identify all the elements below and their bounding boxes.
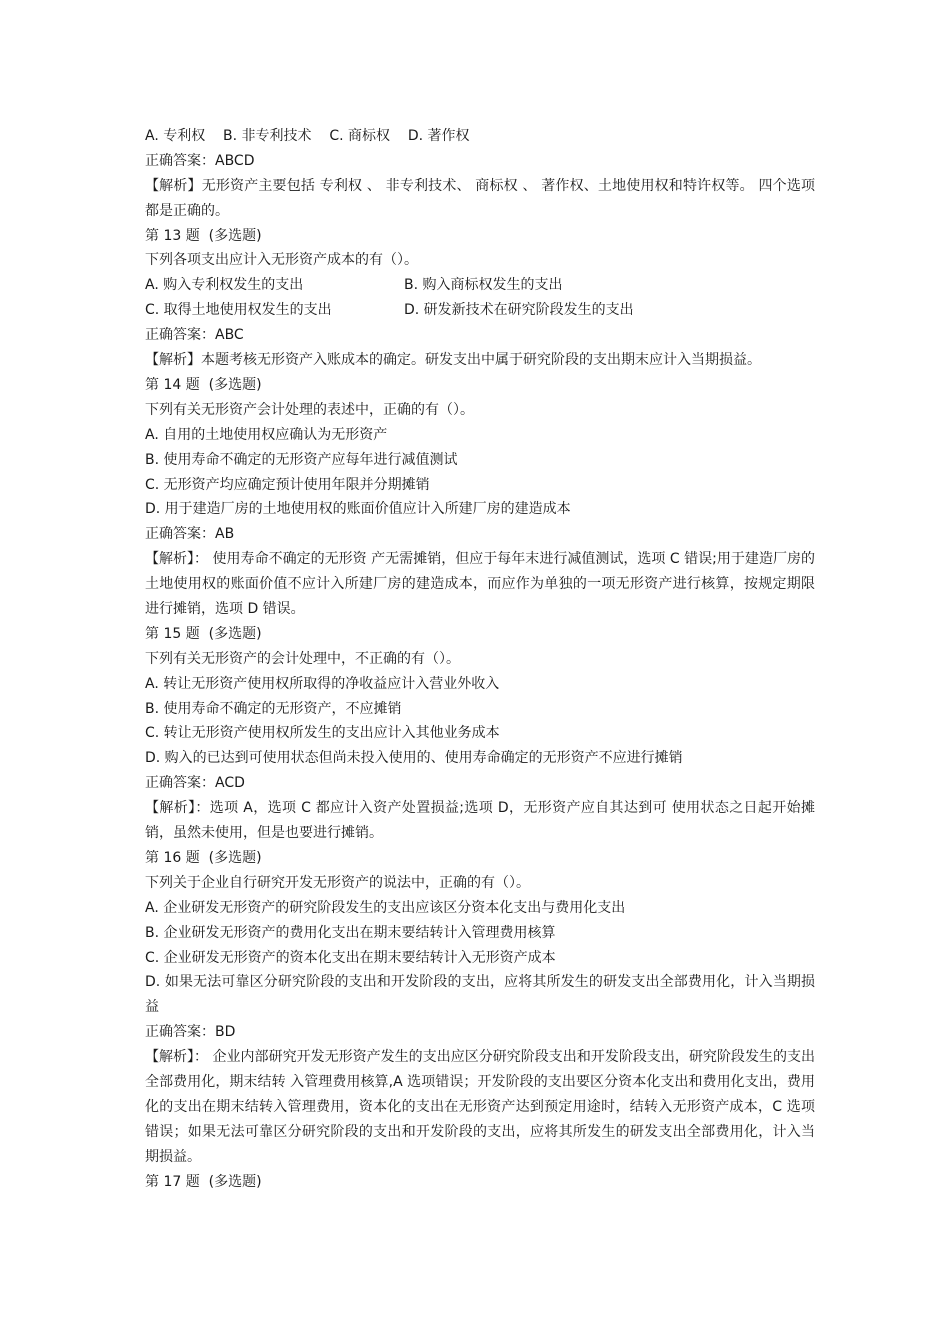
q16-analysis: 【解析】： 企业内部研究开发无形资产发生的支出应区分研究阶段支出和开发阶段支出，研究阶段发生的支出全部费用化，期末结转 入管理费用核算,A 选项错误；开发阶段的支出要区分资本化支出和费用化支出，费用化的支出在期末结转入管理费用，资本化的支出在无形资产达到预定用途时，结转入无形资产成本，C 选项错误；如果无法可靠区分研究阶段的支出和开发阶段的支出，应将其所发生的研发支出全部费用化，计入当期损益。 (145, 1049, 815, 1165)
q13-stem: 下列各项支出应计入无形资产成本的有（）。 (145, 252, 418, 269)
q15-title: 第 15 题 (多选题) (145, 625, 262, 642)
q12-options: A. 专利权 B. 非专利技术 C. 商标权 D. 著作权 (145, 128, 470, 144)
q16-option-d: D. 如果无法可靠区分研究阶段的支出和开发阶段的支出，应将其所发生的研发支出全部费用化，计入当期损益 (145, 974, 815, 1016)
q15-analysis: 【解析】：选项 A，选项 C 都应计入资产处置损益;选项 D，无形资产应自其达到可 使用状态之日起开始摊销，虽然未使用，但是也要进行摊销。 (145, 800, 815, 842)
q14-title: 第 14 题 (多选题) (145, 376, 262, 393)
q16-option-a: A. 企业研发无形资产的研究阶段发生的支出应该区分资本化支出与费用化支出 (145, 899, 626, 916)
q16-option-c: C. 企业研发无形资产的资本化支出在期末要结转计入无形资产成本 (145, 949, 556, 966)
q16-stem: 下列关于企业自行研究开发无形资产的说法中，正确的有（）。 (145, 874, 530, 891)
q14-stem: 下列有关无形资产会计处理的表述中，正确的有（）。 (145, 401, 474, 418)
q14-option-a: A. 自用的土地使用权应确认为无形资产 (145, 426, 388, 443)
q13-option-c: C. 取得土地使用权发生的支出 (145, 302, 332, 319)
q14-option-c: C. 无形资产均应确定预计使用年限并分期摊销 (145, 476, 430, 493)
q13-option-b: B. 购入商标权发生的支出 (404, 277, 563, 294)
q16-answer: 正确答案：BD (145, 1024, 236, 1041)
q13-option-d: D. 研发新技术在研究阶段发生的支出 (404, 302, 634, 319)
q15-option-a: A. 转让无形资产使用权所取得的净收益应计入营业外收入 (145, 675, 500, 692)
q16-option-b: B. 企业研发无形资产的费用化支出在期末要结转计入管理费用核算 (145, 924, 556, 941)
q14-answer: 正确答案：AB (145, 526, 235, 543)
q14-analysis: 【解析】： 使用寿命不确定的无形资 产无需摊销，但应于每年末进行减值测试，选项 C 错误;用于建造厂房的土地使用权的账面价值不应计入所建厂房的建造成本，而应作为单独的一项无形资产进行核算，按规定期限进行摊销，选项 D 错误。 (145, 551, 815, 617)
q12-analysis: 【解析】无形资产主要包括 专利权 、 非专利技术、 商标权 、 著作权、土地使用权和特许权等。 四个选项都是正确的。 (145, 177, 815, 219)
q14-option-d: D. 用于建造厂房的土地使用权的账面价值应计入所建厂房的建造成本 (145, 501, 571, 518)
q15-option-b: B. 使用寿命不确定的无形资产，不应摊销 (145, 700, 402, 717)
q14-option-b: B. 使用寿命不确定的无形资产应每年进行减值测试 (145, 451, 458, 468)
q12-answer: 正确答案：ABCD (145, 152, 255, 169)
q15-stem: 下列有关无形资产的会计处理中，不正确的有（）。 (145, 650, 460, 667)
q13-title: 第 13 题 (多选题) (145, 227, 262, 244)
q15-option-d: D. 购入的已达到可使用状态但尚未投入使用的、使用寿命确定的无形资产不应进行摊销 (145, 750, 683, 767)
q13-option-a: A. 购入专利权发生的支出 (145, 277, 304, 294)
q16-title: 第 16 题 (多选题) (145, 849, 262, 866)
q17-title: 第 17 题 (多选题) (145, 1173, 262, 1190)
document-page (145, 124, 815, 1195)
q13-analysis: 【解析】本题考核无形资产入账成本的确定。研发支出中属于研究阶段的支出期末应计入当期损益。 (145, 352, 761, 369)
q15-answer: 正确答案：ACD (145, 775, 245, 792)
q15-option-c: C. 转让无形资产使用权所发生的支出应计入其他业务成本 (145, 725, 500, 742)
q13-answer: 正确答案：ABC (145, 327, 244, 344)
q13-options-row-1 (145, 273, 815, 298)
q13-options-row-2 (145, 298, 815, 323)
